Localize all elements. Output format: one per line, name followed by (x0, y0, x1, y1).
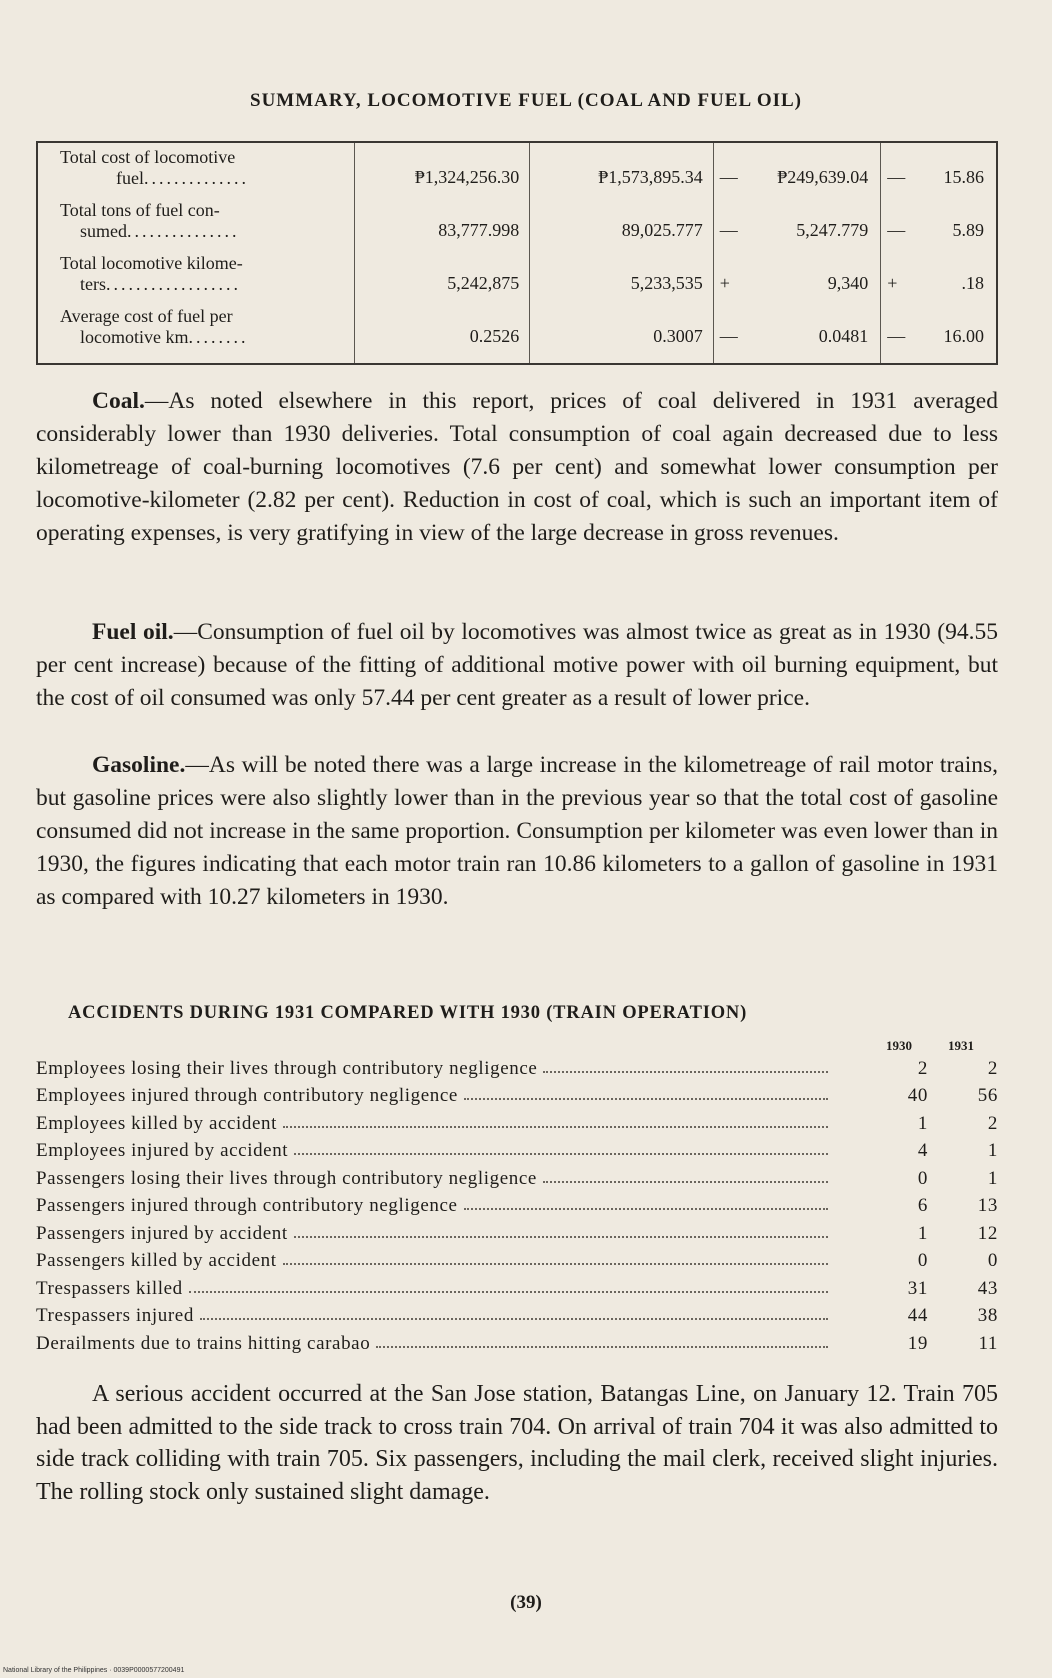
sign: — (719, 167, 738, 187)
column-percent (881, 142, 997, 364)
value-1930: 2 (917, 1057, 928, 1079)
value-1930: 6 (917, 1195, 928, 1216)
table-cell (714, 257, 881, 310)
row-labels-column (37, 142, 355, 364)
sign: — (887, 326, 906, 346)
value: 15.86 (943, 167, 984, 187)
leader-dots: ........ (188, 327, 249, 347)
table-cell: 83,777.998 (438, 220, 520, 240)
sign: — (719, 326, 738, 346)
accidents-list (36, 1052, 998, 1355)
value: 9,340 (827, 273, 869, 293)
fuel-summary-title: SUMMARY, LOCOMOTIVE FUEL (COAL AND FUEL OIL) (250, 90, 802, 111)
leader-dots (294, 1152, 828, 1155)
leader-dots (283, 1125, 828, 1128)
list-item (36, 1107, 998, 1135)
leader-dots (464, 1207, 828, 1210)
row-label-text: fuel (116, 168, 144, 188)
accident-label: Passengers injured by accident (36, 1222, 288, 1244)
fuel-oil-text: —Consumption of fuel oil by locomotives was almost twice as great as in 1930 (94.55 per cent increase) because of the fitting of additional motive power with oil burning equipment, but the cost of oil consumed was only 57.44 per cent greater as a result of lower price. (36, 619, 998, 711)
value-1930: 1 (917, 1112, 928, 1134)
leader-dots (283, 1262, 828, 1265)
list-item (36, 1135, 998, 1163)
list-item (36, 1190, 998, 1218)
value: 5,247.779 (796, 220, 869, 240)
accident-label: Employees losing their lives through contributory negligence (36, 1057, 538, 1079)
accident-label: Employees injured through contributory negligence (36, 1085, 458, 1106)
accident-label: Trespassers killed (36, 1277, 183, 1299)
value-1930: 1 (917, 1222, 928, 1244)
list-item (36, 1052, 998, 1080)
table-cell: ₱1,573,895.34 (598, 167, 703, 187)
list-item (36, 1272, 998, 1300)
row-label-line (60, 168, 346, 189)
fuel-summary-table (36, 141, 998, 365)
coal-text: —As noted elsewhere in this report, prices of coal delivered in 1931 averaged considerably lower than 1930 deliveries. Total consumption of coal again decreased due to less kilometreage of coal-burning locomotives (7.6 per cent) and somewhat lower consumption per locomotive-kilometer (2.82 per cent). Reduction in cost of coal, which is such an important item of operating expenses, is very gratifying in view of the large decrease in gross revenues. (36, 388, 998, 546)
table-cell (881, 310, 996, 363)
leader-dots (376, 1345, 828, 1348)
sign: + (719, 273, 730, 293)
table-cell (714, 310, 881, 363)
leader-dots (200, 1317, 828, 1320)
value-1931: 11 (978, 1332, 998, 1354)
value-1930: 31 (907, 1277, 928, 1299)
sign: — (887, 167, 906, 187)
fuel-oil-lead: Fuel oil. (92, 619, 174, 645)
table-cell: 0.2526 (469, 326, 520, 346)
value-1931: 56 (977, 1085, 998, 1106)
table-row-label (60, 200, 346, 253)
accident-label: Derailments due to trains hitting carabao (36, 1332, 371, 1354)
value-1931: 13 (977, 1195, 998, 1216)
leader-dots (464, 1097, 828, 1100)
gasoline-text: —As will be noted there was a large increase in the kilometreage of rail motor trains, but gasoline prices were also slightly lower than in the previous year so that the total cost of gasoline consumed did not increase in the same proportion. Consumption per kilometer was even lower than in 1930, the figures indicating that each motor train ran 10.86 kilometers to a gallon of gasoline in 1931 as compared with 10.27 kilometers in 1930. (36, 752, 998, 910)
leader-dots: .............. (143, 168, 249, 188)
table-cell (881, 204, 996, 257)
leader-dots (543, 1180, 828, 1183)
page-number: (39) (510, 1592, 542, 1613)
coal-paragraph (36, 385, 998, 550)
accidents-title: ACCIDENTS DURING 1931 COMPARED WITH 1930 (TRAIN OPERATION) (68, 1003, 748, 1023)
accident-label: Passengers losing their lives through contributory negligence (36, 1167, 537, 1189)
table-row-label (60, 147, 346, 200)
table-cell (881, 257, 996, 310)
fuel-oil-paragraph (36, 616, 998, 715)
table-cell (714, 204, 881, 257)
column-1931 (355, 142, 530, 364)
leader-dots (294, 1235, 828, 1238)
gasoline-lead: Gasoline. (92, 752, 186, 778)
row-label-line (60, 221, 346, 242)
value-1931: 2 (987, 1057, 998, 1079)
value-1930: 0 (917, 1250, 928, 1271)
accident-label: Trespassers injured (36, 1305, 194, 1326)
row-label-line (60, 327, 346, 348)
table-cell (881, 151, 996, 204)
sign: — (719, 220, 738, 240)
value-1931: 0 (987, 1250, 998, 1271)
gasoline-paragraph (36, 749, 998, 914)
value: 0.0481 (818, 326, 869, 346)
sign: — (887, 220, 906, 240)
list-item (36, 1162, 998, 1190)
value-1931: 2 (987, 1112, 998, 1134)
value-1931: 1 (987, 1167, 998, 1189)
list-item (36, 1300, 998, 1328)
coal-lead: Coal. (92, 388, 145, 414)
closing-paragraph: A serious accident occurred at the San Jose station, Batangas Line, on January 12. Train 705 had been admitted to the side track to cross train 704. On arrival of train 704 it was also admitted to side track colliding with train 705. Six passengers, including the mail clerk, received slight injuries. The rolling stock only sustained slight damage. (36, 1381, 998, 1505)
value-1931: 43 (977, 1277, 998, 1299)
table-cell: 5,233,535 (630, 273, 703, 293)
footer-credit: National Library of the Philippines · 0039P0000577200491 (3, 1667, 185, 1674)
accident-label: Employees injured by accident (36, 1140, 289, 1161)
row-label-text: sumed (80, 221, 127, 241)
leader-dots (543, 1070, 828, 1073)
column-header-1930: 1930 (886, 1038, 912, 1053)
row-label-line (60, 274, 346, 295)
list-item (36, 1327, 998, 1355)
list-item (36, 1080, 998, 1108)
value: 5.89 (952, 220, 984, 240)
row-label-line: Total tons of fuel con- (60, 200, 220, 220)
table-cell: 5,242,875 (447, 273, 520, 293)
accident-label: Passengers killed by accident (36, 1250, 277, 1271)
leader-dots: .................. (106, 274, 241, 294)
column-difference (713, 142, 881, 364)
value: 16.00 (943, 326, 984, 346)
list-item (36, 1245, 998, 1273)
value: .18 (961, 273, 984, 293)
table-cell: 89,025.777 (621, 220, 703, 240)
value-1931: 12 (977, 1222, 998, 1244)
column-1930 (530, 142, 714, 364)
value-1930: 4 (917, 1140, 928, 1161)
row-label-line: Average cost of fuel per (60, 306, 233, 326)
leader-dots (189, 1290, 828, 1293)
accident-label: Employees killed by accident (36, 1112, 278, 1134)
value-1930: 19 (907, 1332, 928, 1354)
value-1930: 44 (907, 1305, 928, 1326)
table-cell (714, 151, 881, 204)
table-row-label (60, 253, 346, 306)
row-label-line: Total cost of locomotive (60, 147, 236, 167)
value-1931: 1 (987, 1140, 998, 1161)
sign: + (887, 273, 898, 293)
value-1931: 38 (977, 1305, 998, 1326)
accident-label: Passengers injured through contributory negligence (36, 1195, 458, 1216)
value: ₱249,639.04 (777, 167, 869, 187)
list-item (36, 1217, 998, 1245)
value-1930: 40 (907, 1085, 928, 1106)
table-row-label (60, 306, 346, 359)
row-label-line: Total locomotive kilome- (60, 253, 243, 273)
leader-dots: ............... (127, 221, 240, 241)
row-label-text: ters (80, 274, 106, 294)
column-header-1931: 1931 (948, 1038, 974, 1053)
row-label-text: locomotive km (80, 327, 189, 347)
table-cell: 0.3007 (653, 326, 703, 346)
table-cell: ₱1,324,256.30 (414, 167, 520, 187)
value-1930: 0 (917, 1167, 928, 1189)
